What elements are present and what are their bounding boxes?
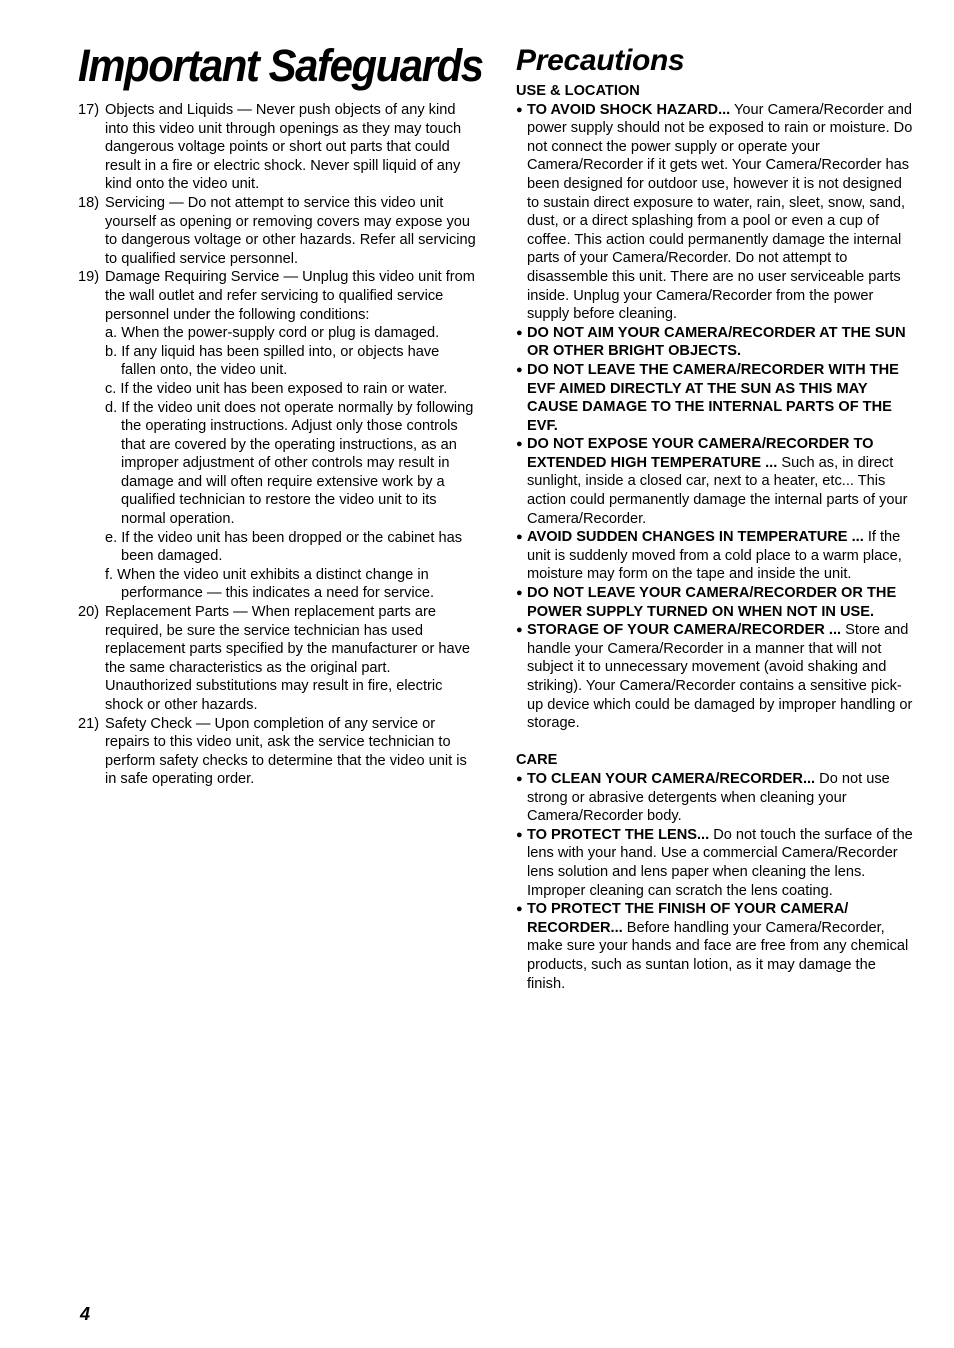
precaution-item [516, 528, 916, 584]
precaution-lead: DO NOT LEAVE YOUR CAMERA/RECORDER OR THE POWER SUPPLY TURNED ON WHEN NOT IN USE. [527, 585, 897, 620]
care-lead: TO PROTECT THE FINISH OF YOUR CAMERA/ RECORDER... [527, 901, 849, 936]
page-title: Important Safeguards [78, 40, 483, 91]
precautions-list [516, 82, 916, 993]
bullet-icon: ● [516, 772, 523, 785]
bullet-icon: ● [516, 587, 523, 600]
care-heading: CARE [516, 752, 558, 769]
section-spacer [516, 733, 916, 752]
safeguard-item-19 [78, 268, 476, 324]
care-item [516, 826, 916, 900]
precaution-item [516, 435, 916, 528]
condition-b: b. If any liquid has been spilled into, or objects have fallen onto, the video unit. [105, 343, 440, 379]
condition-f: f. When the video unit exhibits a distinct change in performance — this indicates a need for service. [105, 566, 435, 602]
condition-a: a. When the power-supply cord or plug is damaged. [105, 325, 440, 342]
safeguard-item-18 [78, 194, 476, 268]
item-number: 17) [78, 102, 100, 118]
precaution-text: Store and handle your Camera/Recorder in a manner that will not subject it to unnecessary movement (avoid shaking and striking). Your Camera/Recorder contains a sensitive pick-up device which could be damaged by improper handling or storage. [527, 622, 913, 732]
bullet-icon: ● [516, 828, 523, 841]
condition-c: c. If the video unit has been exposed to rain or water. [105, 380, 448, 397]
precaution-text: Your Camera/Recorder and power supply should not be exposed to rain or moisture. Do not connect the power supply or operate your Camera/Recorder if it gets wet. Your Camera/Recorder has been designed for outdoor use, however it is not designed to sustain direct exposure to water, rain, sleet, snow, sand, dust, or a direct splashing from a pool or even a cup of coffee. This action could permanently damage the internal parts of your Camera/Recorder. Do not attempt to disassemble this unit. There are no user serviceable parts inside. Unplug your Camera/Recorder from the power supply before cleaning. [527, 101, 913, 323]
section-title: Precautions [516, 44, 685, 77]
precaution-lead: DO NOT AIM YOUR CAMERA/RECORDER AT THE SUN OR OTHER BRIGHT OBJECTS. [527, 324, 906, 360]
bullet-icon: ● [516, 624, 523, 637]
care-item [516, 900, 916, 993]
safeguards-list [78, 101, 476, 789]
precaution-item [516, 621, 916, 733]
precaution-text: If the unit is suddenly moved from a cold place to a warm place, moisture may form on the tape and inside the unit. [527, 529, 902, 583]
safeguard-item-17 [78, 101, 476, 194]
safeguard-item-21 [78, 715, 476, 789]
care-lead: TO PROTECT THE LENS... [527, 826, 710, 843]
item-text: Damage Requiring Service — Unplug this video unit from the wall outlet and refer servicing to qualified service personnel under the following conditions: [105, 269, 475, 323]
precaution-item [516, 584, 916, 621]
bullet-icon: ● [516, 438, 523, 451]
precaution-lead: DO NOT EXPOSE YOUR CAMERA/RECORDER TO EXTENDED HIGH TEMPERATURE ... [527, 436, 874, 471]
care-lead: TO CLEAN YOUR CAMERA/RECORDER... [527, 770, 816, 787]
item-number: 18) [78, 194, 100, 211]
item-number: 20) [78, 604, 100, 621]
page-number: 4 [80, 1304, 91, 1324]
precaution-item [516, 324, 916, 361]
bullet-icon: ● [516, 326, 523, 339]
precaution-lead: AVOID SUDDEN CHANGES IN TEMPERATURE ... [527, 529, 864, 546]
item-text: Replacement Parts — When replacement parts are required, be sure the service technician has used replacement parts specified by the manufacturer or have the same characteristics as the original part. Unauthorized substitutions may result in fire, electric shock or other hazards. [105, 604, 471, 713]
bullet-icon: ● [516, 103, 523, 116]
item-text: Safety Check — Upon completion of any service or repairs to this video unit, ask the service technician to perform safety checks to determine that the video unit is in safe operating order. [105, 715, 467, 788]
bullet-icon: ● [516, 903, 523, 916]
item-text: Objects and Liquids — Never push objects of any kind into this video unit through openings as they may touch dangerous voltage points or short out parts that could result in a fire or electric shock. Never spill liquid of any kind onto the video unit. [105, 102, 462, 193]
precaution-text: Such as, in direct sunlight, inside a closed car, next to a heater, etc... This action could permanently damage the internal parts of your Camera/Recorder. [527, 454, 908, 527]
condition-e: e. If the video unit has been dropped or the cabinet has been damaged. [105, 529, 462, 565]
bullet-icon: ● [516, 363, 523, 376]
precaution-item [516, 101, 916, 324]
care-text: Before handling your Camera/Recorder, make sure your hands and face are free from any chemical products, such as suntan lotion, as it may damage the finish. [527, 919, 909, 992]
precaution-item [516, 361, 916, 435]
bullet-icon: ● [516, 531, 523, 544]
care-item [516, 770, 916, 826]
item-text: Servicing — Do not attempt to service this video unit yourself as opening or removing covers may expose you to dangerous voltage or other hazards. Refer all servicing to qualified service personnel. [105, 194, 476, 267]
precaution-lead: DO NOT LEAVE THE CAMERA/RECORDER WITH THE EVF AIMED DIRECTLY AT THE SUN AS THIS MAY CAUSE DAMAGE TO THE INTERNAL PARTS OF THE EVF. [527, 361, 899, 434]
safeguard-item-20 [78, 603, 476, 715]
use-location-heading: USE & LOCATION [516, 83, 640, 99]
precaution-lead: TO AVOID SHOCK HAZARD... [527, 101, 731, 118]
precaution-lead: STORAGE OF YOUR CAMERA/RECORDER ... [527, 622, 842, 639]
item-number: 19) [78, 269, 100, 286]
condition-d: d. If the video unit does not operate normally by following the operating instructions. Adjust only those controls that are covered by the operating instructions, as an improper adjustment of other controls may result in damage and will often require extensive work by a qualified technician to restore the video unit to its normal operation. [105, 399, 474, 528]
care-text: Do not use strong or abrasive detergents when cleaning your Camera/Recorder body. [527, 770, 890, 825]
care-text: Do not touch the surface of the lens with your hand. Use a commercial Camera/Recorder lens solution and lens paper when cleaning the lens. Improper cleaning can scratch the lens coating. [527, 826, 913, 899]
item-number: 21) [78, 715, 100, 732]
